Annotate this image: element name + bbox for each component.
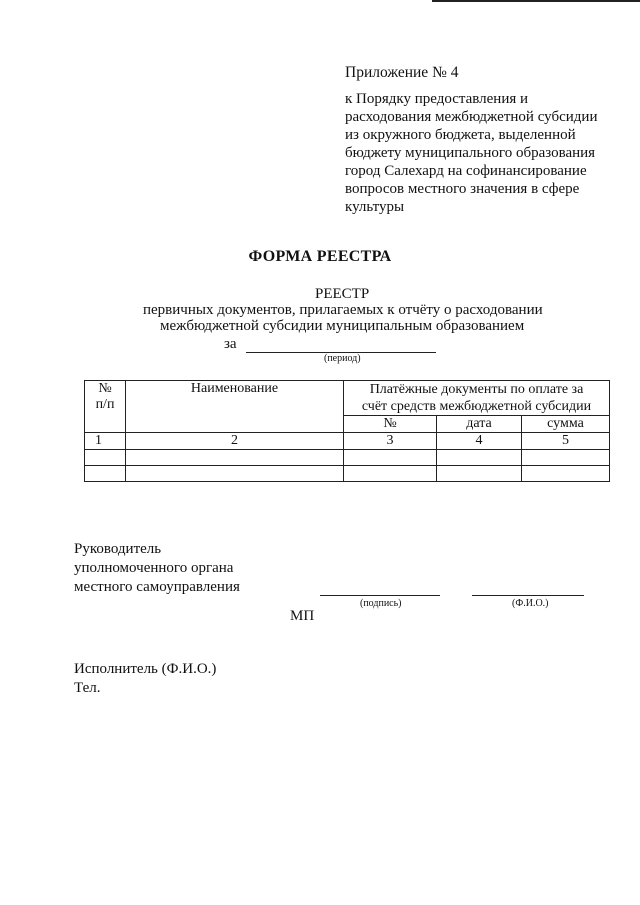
annex-description [345,90,597,216]
annex-line: город Салехард на софинансирование [345,163,587,179]
table-row [85,433,610,450]
signatory-title [74,540,240,597]
header-name: Наименование [126,381,344,433]
annex-line: к Порядку предоставления и [345,91,529,107]
column-number: 4 [437,433,522,450]
signature-blank-line [320,595,440,596]
signatory-line: Руководитель [74,541,162,557]
header-doc-number: № [344,416,437,433]
annex-number: Приложение № 4 [345,64,459,81]
column-number: 5 [522,433,610,450]
annex-line: бюджету муниципального образования [345,145,596,161]
period-caption: (период) [324,353,361,364]
register-title: РЕЕСТР [315,286,370,302]
fio-caption: (Ф.И.О.) [512,598,549,609]
annex-line: из окружного бюджета, выделенной [345,127,576,143]
header-np-line: п/п [95,397,115,412]
signatory-line: уполномоченного органа [74,560,234,576]
scan-edge-line [432,0,640,2]
header-payment-line: счёт средств межбюджетной субсидии [361,399,592,414]
signatory-line: местного самоуправления [74,579,240,595]
period-prefix: за [224,336,237,352]
executor-phone-label: Тел. [74,680,101,696]
executor-name-label: Исполнитель (Ф.И.О.) [74,661,217,677]
annex-line: расходования межбюджетной субсидии [345,109,598,125]
table-cell [344,466,437,482]
table-header-row [85,381,610,416]
register-table [84,380,610,482]
table-cell [522,466,610,482]
register-subtitle-2: межбюджетной субсидии муниципальным образованием [160,318,525,334]
header-payment-line: Платёжные документы по оплате за [369,382,584,397]
table-cell [126,466,344,482]
header-doc-sum: сумма [522,416,610,433]
header-np-line: № [98,381,112,396]
register-subtitle-1: первичных документов, прилагаемых к отчёту о расходовании [143,302,543,318]
header-doc-date: дата [437,416,522,433]
form-title: ФОРМА РЕЕСТРА [248,248,392,265]
column-number: 3 [344,433,437,450]
signature-caption: (подпись) [360,598,402,609]
column-number: 1 [85,433,126,450]
table-row [85,466,610,482]
table-cell [344,450,437,466]
table-cell [522,450,610,466]
annex-line: вопросов местного значения в сфере [345,181,580,197]
executor-block [74,660,216,698]
table-cell [126,450,344,466]
header-payment-documents [344,381,610,416]
table-cell [85,450,126,466]
stamp-place-label: МП [290,608,315,624]
table-row [85,450,610,466]
table-cell [437,466,522,482]
table-cell [437,450,522,466]
annex-line: культуры [345,199,405,215]
fio-blank-line [472,595,584,596]
table-cell [85,466,126,482]
header-np [85,381,126,433]
column-number: 2 [126,433,344,450]
